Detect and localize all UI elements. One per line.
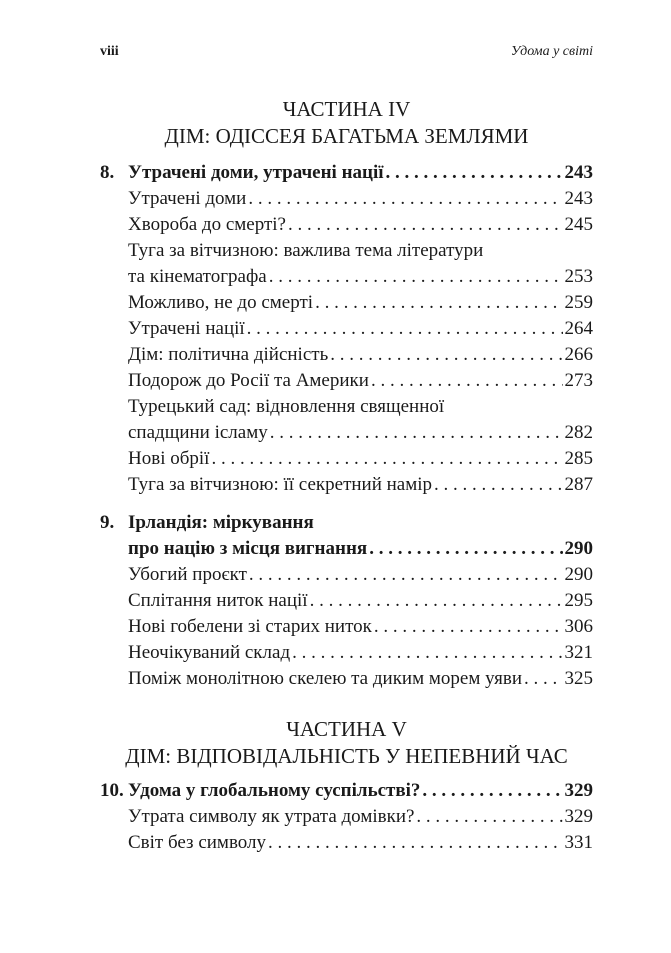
entry-page: 295 xyxy=(564,590,593,611)
part-title: ДІМ: ОДІССЕЯ БАГАТЬМА ЗЕМЛЯМИ xyxy=(164,124,529,148)
entry-page: 325 xyxy=(564,668,593,689)
entry-page: 290 xyxy=(564,564,593,585)
entry-page: 266 xyxy=(564,344,593,365)
entry-title: Туга за вітчизною: важлива тема літератури xyxy=(128,240,484,261)
chapter-title: про націю з місця вигнання xyxy=(128,538,368,559)
entry-title: Сплітання ниток нації xyxy=(128,590,308,611)
chapter-number: 9. xyxy=(100,512,115,533)
dot-leader xyxy=(386,160,563,186)
dot-leader xyxy=(374,614,563,640)
entry-title: та кінематографа xyxy=(128,266,267,287)
entry-page: 306 xyxy=(564,616,593,637)
entry-page: 329 xyxy=(564,806,593,827)
toc-entry[interactable] xyxy=(100,316,593,342)
dot-leader xyxy=(268,830,562,856)
entry-page: 264 xyxy=(564,318,593,339)
toc-entry[interactable] xyxy=(100,472,593,498)
dot-leader xyxy=(288,212,563,238)
chapter-number: 10. xyxy=(100,780,124,801)
part-iv-heading xyxy=(100,96,593,150)
dot-leader xyxy=(211,446,562,472)
entry-title: Утрачені доми xyxy=(128,188,247,209)
toc-entry[interactable] xyxy=(100,420,593,446)
dot-leader xyxy=(369,536,562,562)
toc-entry-line-1[interactable] xyxy=(100,394,593,420)
entry-page: 282 xyxy=(564,422,593,443)
dot-leader xyxy=(371,368,563,394)
entry-page: 253 xyxy=(564,266,593,287)
toc-entry[interactable] xyxy=(100,804,593,830)
chapter-page: 290 xyxy=(564,538,593,559)
entry-title: Турецький сад: відновлення священної xyxy=(128,396,445,417)
chapter-page: 329 xyxy=(564,780,593,801)
toc-entry[interactable] xyxy=(100,640,593,666)
toc-entry[interactable] xyxy=(100,290,593,316)
running-title: Удома у світі xyxy=(510,44,593,59)
toc-entry[interactable] xyxy=(100,830,593,856)
dot-leader xyxy=(330,342,562,368)
toc-chapter-9[interactable] xyxy=(100,536,593,562)
dot-leader xyxy=(248,186,562,212)
part-title: ДІМ: ВІДПОВІДАЛЬНІСТЬ У НЕПЕВНИЙ ЧАС xyxy=(125,744,568,768)
chapter-title: Удома у глобальному суспільстві? xyxy=(128,780,421,801)
entry-title: Нові обрії xyxy=(128,448,210,469)
entry-title: спадщини ісламу xyxy=(128,422,268,443)
chapter-page: 243 xyxy=(564,162,593,183)
part-label: ЧАСТИНА V xyxy=(286,717,407,741)
toc-chapter-9-line-1[interactable] xyxy=(100,510,593,536)
toc-chapter-8[interactable] xyxy=(100,160,593,186)
entry-page: 287 xyxy=(564,474,593,495)
entry-title: Убогий проєкт xyxy=(128,564,247,585)
entry-title: Поміж монолітною скелею та диким морем уяви xyxy=(128,668,522,689)
chapter-title: Ірландія: міркування xyxy=(128,512,314,533)
entry-page: 245 xyxy=(564,214,593,235)
entry-title: Можливо, не до смерті xyxy=(128,292,314,313)
toc-entry[interactable] xyxy=(100,562,593,588)
entry-page: 321 xyxy=(564,642,593,663)
page-number: viii xyxy=(100,44,119,59)
toc-entry[interactable] xyxy=(100,264,593,290)
part-label: ЧАСТИНА IV xyxy=(282,97,411,121)
dot-leader xyxy=(416,804,562,830)
toc-entry[interactable] xyxy=(100,446,593,472)
entry-title: Хвороба до смерті? xyxy=(128,214,286,235)
entry-title: Туга за вітчизною: її секретний намір xyxy=(128,474,433,495)
entry-page: 243 xyxy=(564,188,593,209)
entry-title: Утрата символу як утрата домівки? xyxy=(128,806,415,827)
entry-title: Утрачені нації xyxy=(128,318,245,339)
toc-entry[interactable] xyxy=(100,212,593,238)
dot-leader xyxy=(310,588,563,614)
part-v-heading xyxy=(100,716,593,770)
toc-chapter-10[interactable] xyxy=(100,778,593,804)
entry-title: Подорож до Росії та Америки xyxy=(128,370,369,391)
dot-leader xyxy=(269,264,563,290)
entry-title: Дім: політична дійсність xyxy=(128,344,329,365)
entry-title: Світ без символу xyxy=(128,832,267,853)
toc-entry[interactable] xyxy=(100,186,593,212)
dot-leader xyxy=(247,316,563,342)
toc-entry-line-1[interactable] xyxy=(100,238,593,264)
chapter-title: Утрачені доми, утрачені нації xyxy=(128,162,384,183)
dot-leader xyxy=(249,562,563,588)
dot-leader xyxy=(315,290,562,316)
dot-leader xyxy=(270,420,563,446)
dot-leader xyxy=(422,778,562,804)
toc-entry[interactable] xyxy=(100,368,593,394)
running-header xyxy=(100,44,593,64)
dot-leader xyxy=(292,640,562,666)
entry-page: 331 xyxy=(564,832,593,853)
toc-entry[interactable] xyxy=(100,342,593,368)
toc-entry[interactable] xyxy=(100,588,593,614)
toc-entry[interactable] xyxy=(100,614,593,640)
entry-page: 273 xyxy=(564,370,593,391)
entry-page: 285 xyxy=(564,448,593,469)
dot-leader xyxy=(434,472,562,498)
toc-entry[interactable] xyxy=(100,666,593,692)
chapter-number: 8. xyxy=(100,162,115,183)
entry-page: 259 xyxy=(564,292,593,313)
entry-title: Нові гобелени зі старих ниток xyxy=(128,616,372,637)
dot-leader xyxy=(524,666,563,692)
entry-title: Неочікуваний склад xyxy=(128,642,291,663)
